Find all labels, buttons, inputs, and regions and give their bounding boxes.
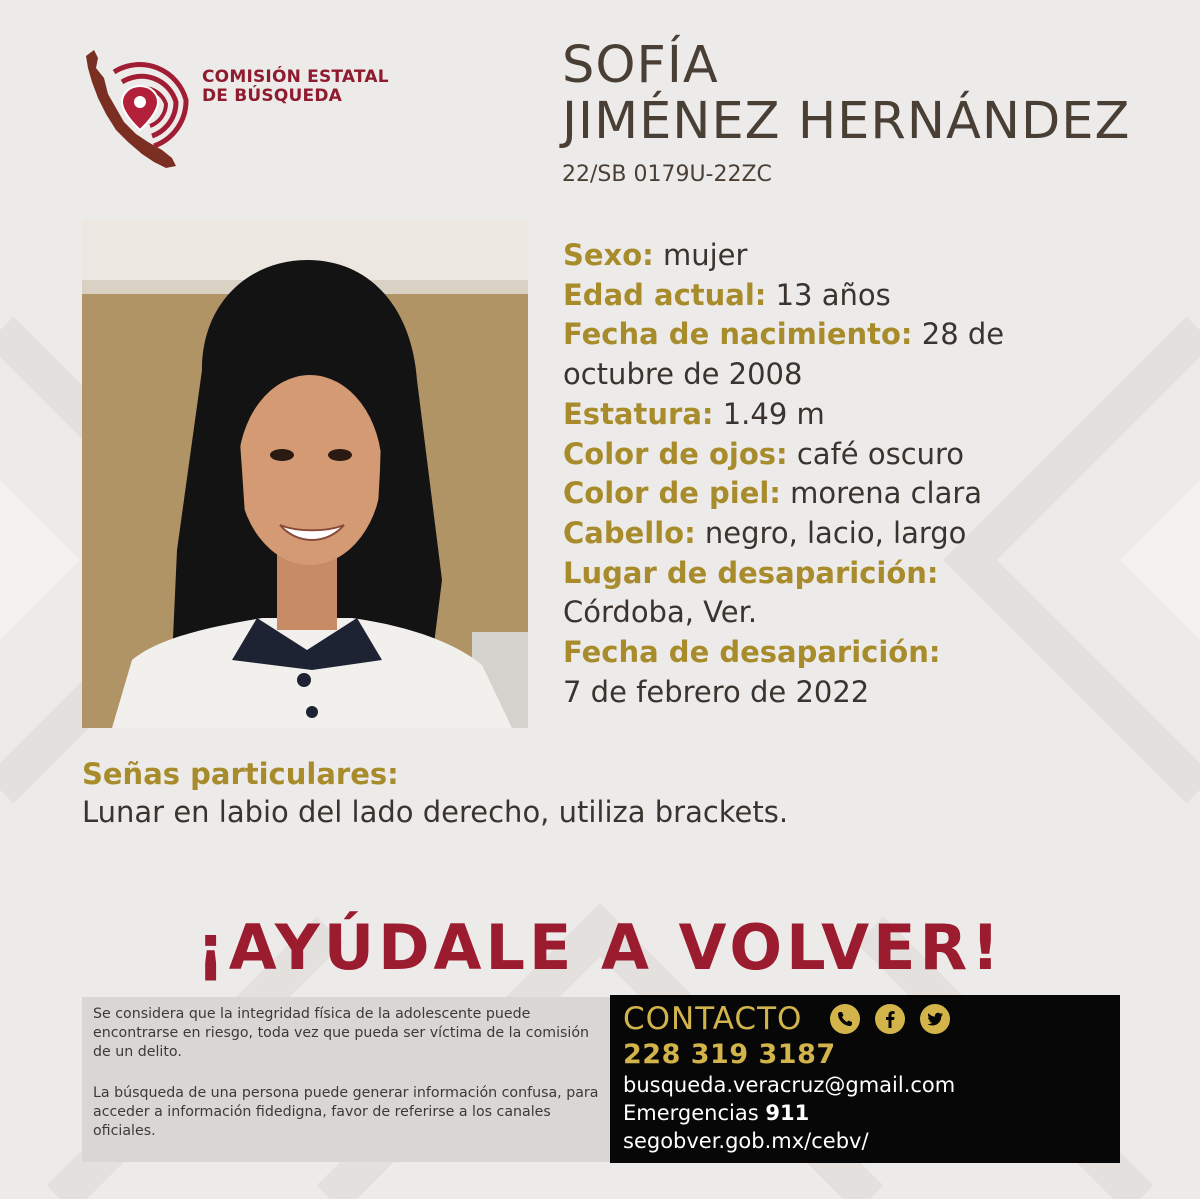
detail-place-missing — [563, 554, 1033, 633]
detail-label: Fecha de nacimiento: — [563, 317, 913, 352]
detail-label: Color de piel: — [563, 476, 781, 511]
logo-line-2: DE BÚSQUEDA — [202, 86, 342, 106]
detail-sex — [563, 236, 1033, 276]
detail-label: Cabello: — [563, 515, 696, 550]
emergency-label: Emergencias — [623, 1101, 766, 1125]
detail-value: Córdoba, Ver. — [563, 595, 758, 630]
detail-label: Color de ojos: — [563, 436, 788, 471]
disclaimer-box — [82, 997, 610, 1162]
phone-icon[interactable] — [830, 1004, 860, 1034]
disclaimer-paragraph-2: La búsqueda de una persona puede generar información confusa, para acceder a información fidedigna, favor de referirse a los canales oficiales. — [93, 1085, 599, 1139]
person-name-block — [562, 38, 1130, 188]
commission-name — [202, 68, 389, 106]
detail-hair — [563, 514, 1033, 554]
commission-logo — [78, 42, 418, 172]
detail-value: 28 de octubre de 2008 — [563, 317, 1005, 392]
detail-value: 7 de febrero de 2022 — [563, 674, 870, 709]
detail-label: Fecha de desaparición: — [563, 635, 941, 670]
detail-eye-color — [563, 435, 1033, 475]
veracruz-location-pin-icon — [78, 42, 198, 170]
detail-age — [563, 276, 1033, 316]
detail-label: Edad actual: — [563, 277, 767, 312]
portrait-illustration — [82, 220, 528, 728]
detail-value: café oscuro — [787, 436, 965, 471]
headline: ¡AYÚDALE A VOLVER! — [196, 911, 1004, 984]
detail-birthdate — [563, 315, 1033, 394]
detail-value: 1.49 m — [713, 396, 825, 431]
emergency-number[interactable]: 911 — [765, 1101, 810, 1125]
contact-emergency — [623, 1099, 809, 1127]
contact-email[interactable]: busqueda.veracruz@gmail.com — [623, 1073, 956, 1097]
logo-line-1: COMISIÓN ESTATAL — [202, 67, 389, 87]
facebook-icon[interactable] — [875, 1004, 905, 1034]
detail-skin-color — [563, 474, 1033, 514]
detail-value: mujer — [653, 238, 748, 272]
twitter-icon[interactable] — [920, 1004, 950, 1034]
marks-text: Lunar en labio del lado derecho, utiliza brackets. — [82, 795, 789, 829]
distinguishing-marks — [82, 756, 1082, 832]
contact-box — [610, 995, 1120, 1163]
marks-title: Señas particulares: — [82, 757, 399, 791]
disclaimer-paragraph-1: Se considera que la integridad física de la adolescente puede encontrarse en riesgo, toda vez que pueda ser víctima de la comisión de un delito. — [93, 1006, 590, 1060]
person-details — [563, 236, 1033, 712]
detail-label: Lugar de desaparición: — [563, 555, 939, 590]
detail-height — [563, 395, 1033, 435]
case-id: 22/SB 0179U-22ZC — [562, 162, 772, 187]
detail-label: Sexo: — [563, 238, 654, 272]
contact-title: CONTACTO — [623, 1001, 803, 1037]
detail-value: morena clara — [780, 476, 983, 511]
contact-phone[interactable]: 228 319 3187 — [623, 1039, 836, 1070]
detail-date-missing — [563, 633, 1033, 712]
detail-value: negro, lacio, largo — [695, 515, 967, 550]
detail-label: Estatura: — [563, 396, 714, 431]
person-photo — [82, 220, 528, 728]
detail-value: 13 años — [766, 277, 891, 312]
contact-website[interactable]: segobver.gob.mx/cebv/ — [623, 1129, 869, 1153]
first-name: SOFÍA — [562, 36, 719, 95]
last-name: JIMÉNEZ HERNÁNDEZ — [562, 92, 1131, 151]
